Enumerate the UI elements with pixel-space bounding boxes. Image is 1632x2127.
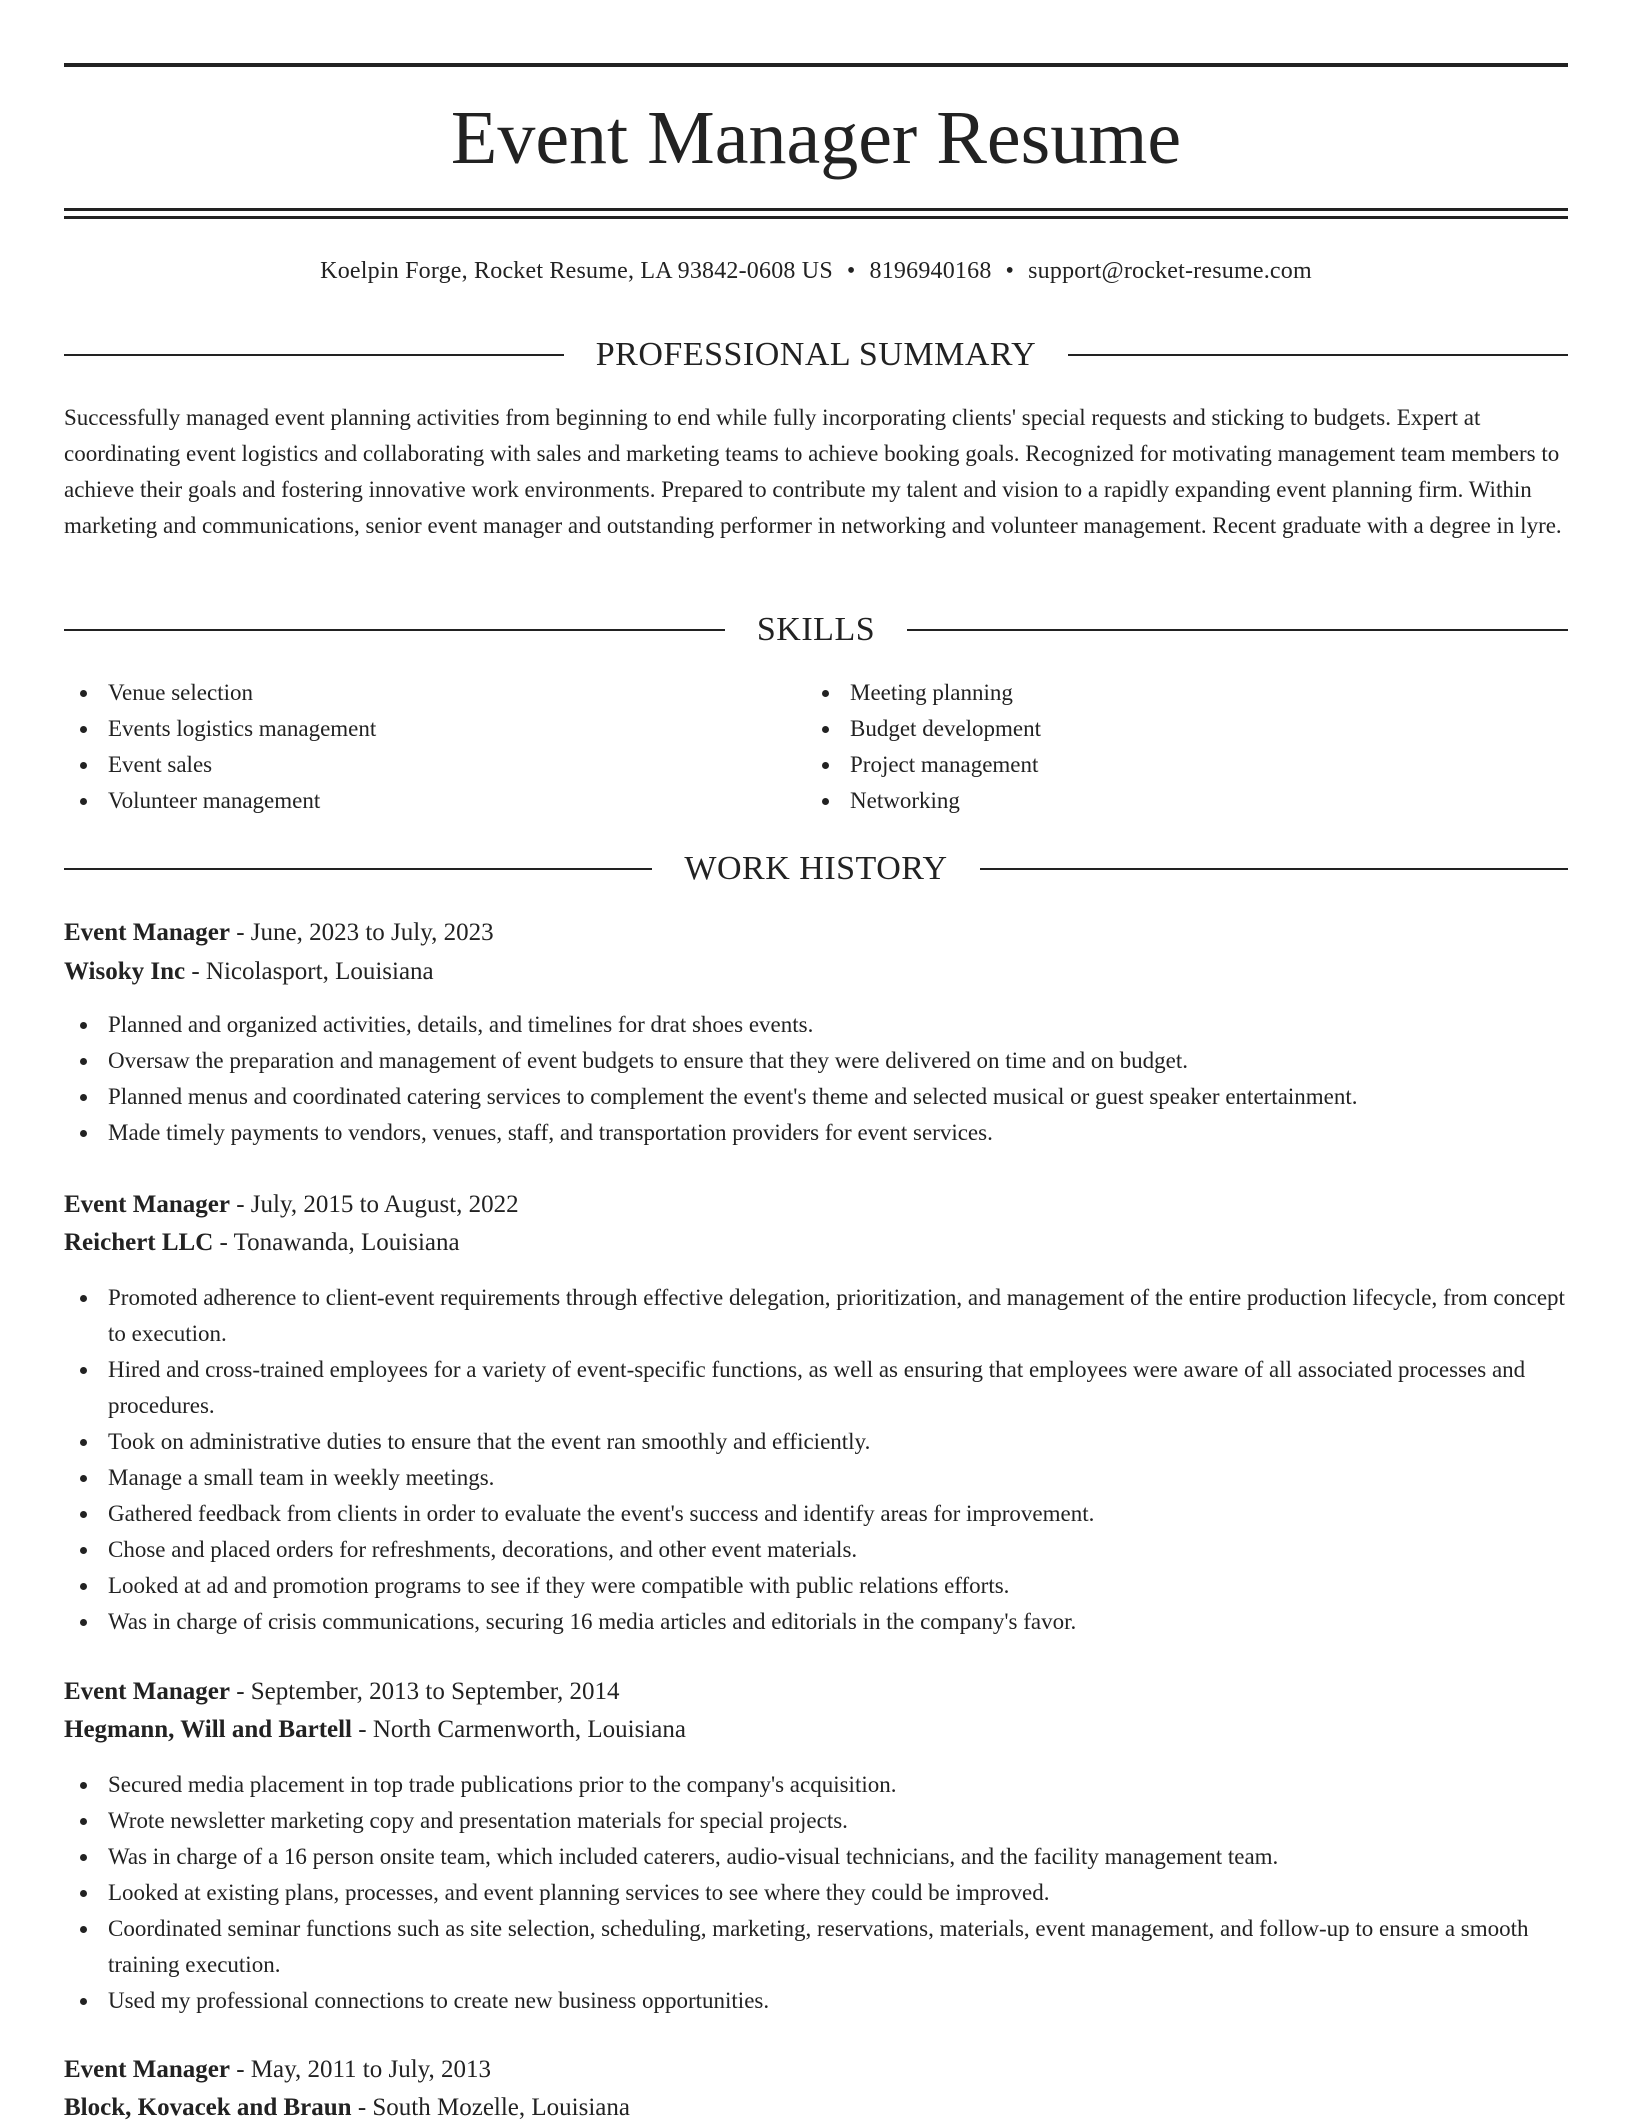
skills-list-left <box>64 675 764 819</box>
job-title-line <box>64 2051 1568 2089</box>
job-bullet: Used my professional connections to create new business opportunities. <box>64 1983 1568 2019</box>
heading-rule-left <box>64 629 725 631</box>
job-bullet: Manage a small team in weekly meetings. <box>64 1460 1568 1496</box>
job-bullet: Looked at existing plans, processes, and event planning services to see where they could be improved. <box>64 1875 1568 1911</box>
job-title: Event Manager <box>64 1678 230 1705</box>
job-title-line <box>64 1186 1568 1224</box>
contact-separator: • <box>1005 258 1015 284</box>
job-title: Event Manager <box>64 919 230 946</box>
contact-email: support@rocket-resume.com <box>1028 258 1312 284</box>
job-dates: - May, 2011 to July, 2013 <box>229 2056 492 2083</box>
section-heading-label: WORK HISTORY <box>684 850 948 887</box>
job-bullet: Hired and cross-trained employees for a variety of event-specific functions, as well as ensuring that employees were aware of all associated processes and procedures. <box>64 1352 1568 1424</box>
skill-item: Venue selection <box>64 675 764 711</box>
skill-item: Volunteer management <box>64 783 764 819</box>
job-bullet: Chose and placed orders for refreshments, decorations, and other event materials. <box>64 1532 1568 1568</box>
summary-text: Successfully managed event planning activities from beginning to end while fully incorporating clients' special requests and sticking to budgets. Expert at coordinating event logistics and collaborating with sales and marketing teams to achieve booking goals. Recognized for motivating management team members to achieve their goals and fostering innovative work environments. Prepared to contribute my talent and vision to a rapidly expanding event planning firm. Within marketing and communications, senior event manager and outstanding performer in networking and volunteer management. Recent graduate with a degree in lyre. <box>64 405 1562 538</box>
job-company-line <box>64 953 1568 991</box>
contact-separator: • <box>846 258 856 284</box>
job-company: Wisoky Inc <box>64 958 186 985</box>
section-heading-label: PROFESSIONAL SUMMARY <box>595 336 1037 373</box>
skills-list-right <box>806 675 1506 819</box>
heading-rule-left <box>64 354 564 356</box>
job-company: Reichert LLC <box>64 1229 214 1256</box>
job-company-line <box>64 1224 1568 1262</box>
section-heading-work <box>64 847 1568 891</box>
skill-item: Project management <box>806 747 1506 783</box>
contact-address: Koelpin Forge, Rocket Resume, LA 93842-0608 US <box>320 258 833 284</box>
page-title: Event Manager Resume <box>450 96 1182 180</box>
heading-rule-right <box>980 868 1568 870</box>
title-rule-lower <box>64 216 1568 219</box>
job-title-line <box>64 1673 1568 1711</box>
section-heading-summary <box>64 333 1568 377</box>
job-bullets <box>64 1767 1568 2019</box>
job-title: Event Manager <box>64 2056 230 2083</box>
job-dates: - July, 2015 to August, 2022 <box>229 1191 519 1218</box>
job-company-line <box>64 1711 1568 1749</box>
job-location: - South Mozelle, Louisiana <box>351 2094 630 2121</box>
job-bullet: Coordinated seminar functions such as site selection, scheduling, marketing, reservations, materials, event management, and follow-up to ensure a smooth training execution. <box>64 1911 1568 1983</box>
top-rule <box>64 63 1568 67</box>
job-title: Event Manager <box>64 1191 230 1218</box>
job-company: Hegmann, Will and Bartell <box>64 1716 353 1743</box>
job-bullets <box>64 1280 1568 1640</box>
skill-item: Budget development <box>806 711 1506 747</box>
job-location: - Nicolasport, Louisiana <box>185 958 434 985</box>
heading-rule-left <box>64 868 652 870</box>
section-heading-skills <box>64 608 1568 652</box>
job-bullet: Wrote newsletter marketing copy and presentation materials for special projects. <box>64 1803 1568 1839</box>
job-bullet: Looked at ad and promotion programs to see if they were compatible with public relations efforts. <box>64 1568 1568 1604</box>
job-company-line <box>64 2089 1568 2127</box>
job-title-line <box>64 914 1568 952</box>
job-location: - North Carmenworth, Louisiana <box>352 1716 686 1743</box>
skill-item: Events logistics management <box>64 711 764 747</box>
job-bullet: Promoted adherence to client-event requirements through effective delegation, prioritization, and management of the entire production lifecycle, from concept to execution. <box>64 1280 1568 1352</box>
job-bullet: Was in charge of crisis communications, securing 16 media articles and editorials in the company's favor. <box>64 1604 1568 1640</box>
skill-item: Networking <box>806 783 1506 819</box>
job-bullet: Oversaw the preparation and management of event budgets to ensure that they were delivered on time and on budget. <box>64 1043 1568 1079</box>
contact-line <box>64 254 1568 288</box>
title-rule-upper <box>64 208 1568 211</box>
contact-phone: 8196940168 <box>869 258 992 284</box>
job-location: - Tonawanda, Louisiana <box>213 1229 460 1256</box>
section-heading-label: SKILLS <box>756 611 876 648</box>
job-company: Block, Kovacek and Braun <box>64 2094 352 2121</box>
job-dates: - September, 2013 to September, 2014 <box>229 1678 620 1705</box>
job-bullet: Gathered feedback from clients in order to evaluate the event's success and identify areas for improvement. <box>64 1496 1568 1532</box>
job-bullet: Was in charge of a 16 person onsite team, which included caterers, audio-visual technicians, and the facility management team. <box>64 1839 1568 1875</box>
job-bullet: Secured media placement in top trade publications prior to the company's acquisition. <box>64 1767 1568 1803</box>
skill-item: Meeting planning <box>806 675 1506 711</box>
job-bullet: Took on administrative duties to ensure that the event ran smoothly and efficiently. <box>64 1424 1568 1460</box>
job-bullet: Planned and organized activities, details, and timelines for drat shoes events. <box>64 1007 1568 1043</box>
job-bullet: Made timely payments to vendors, venues, staff, and transportation providers for event services. <box>64 1115 1568 1151</box>
heading-rule-right <box>907 629 1568 631</box>
job-bullet: Planned menus and coordinated catering services to complement the event's theme and selected musical or guest speaker entertainment. <box>64 1079 1568 1115</box>
job-bullets <box>64 1007 1568 1151</box>
job-dates: - June, 2023 to July, 2023 <box>229 919 494 946</box>
heading-rule-right <box>1068 354 1568 356</box>
skill-item: Event sales <box>64 747 764 783</box>
